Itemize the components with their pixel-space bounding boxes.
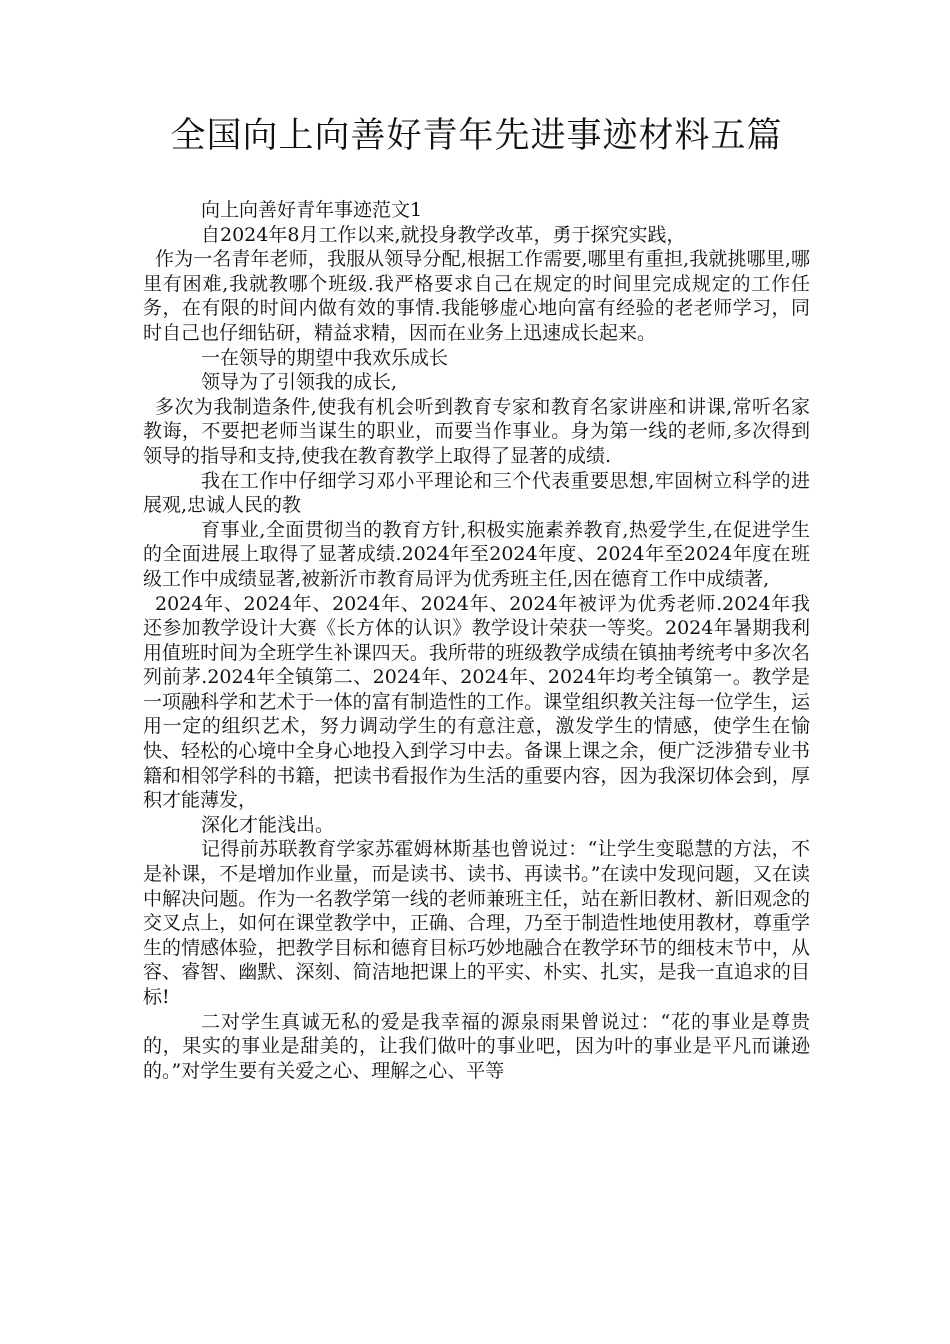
paragraph: 我在工作中仔细学习邓小平理论和三个代表重要思想,牢固树立科学的进展观,忠诚人民的教 <box>143 469 810 517</box>
section-heading: 向上向善好青年事迹范文1 <box>201 199 423 221</box>
paragraph: 深化才能浅出。 <box>201 813 335 836</box>
document-title: 全国向上向善好青年先进事迹材料五篇 <box>170 116 783 156</box>
paragraph: 多次为我制造条件,使我有机会听到教育专家和教育名家讲座和讲课,常听名家教诲，不要把老师当谋生的职业，而要当作事业。身为第一线的老师,多次得到领导的指导和支持,使我在教育教学上取得了显著的成绩. <box>143 395 810 467</box>
paragraph: 记得前苏联教育学家苏霍姆林斯基也曾说过：“让学生变聪慧的方法，不是补课，不是增加作业量，而是读书、读书、再读书。”在读中发现问题，又在读中解决问题。作为一名教学第一线的老师兼班主任，站在新旧教材、新旧观念的交叉点上，如何在课堂教学中，正确、合理，乃至于制造性地使用教材，尊重学生的情感体验，把教学目标和德育目标巧妙地融合在教学环节的细枝末节中，从容、睿智、幽默、深刻、简洁地把课上的平实、朴实、扎实，是我一直追求的目标! <box>143 838 810 1008</box>
subheading: 一在领导的期望中我欢乐成长 <box>201 346 449 369</box>
paragraph: 自2024年8月工作以来,就投身教学改革，勇于探究实践， <box>201 223 686 246</box>
paragraph: 作为一名青年老师，我服从领导分配,根据工作需要,哪里有重担,我就挑哪里,哪里有困难,我就教哪个班级.我严格要求自己在规定的时间里完成规定的工作任务，在有限的时间内做有效的事情.我能够虚心地向富有经验的老老师学习，同时自己也仔细钻研，精益求精，因而在业务上迅速成长起来。 <box>143 248 810 344</box>
paragraph: 二对学生真诚无私的爱是我幸福的源泉雨果曾说过：“花的事业是尊贵的，果实的事业是甜美的，让我们做叶的事业吧，因为叶的事业是平凡而谦逊的。”对学生要有关爱之心、理解之心、平等 <box>143 1010 810 1082</box>
paragraph: 领导为了引领我的成长, <box>201 371 398 394</box>
document-page <box>143 112 810 1083</box>
paragraph: 2024年、2024年、2024年、2024年、2024年被评为优秀老师.2024年我还参加教学设计大赛《长方体的认识》教学设计荣获一等奖。2024年暑期我利用值班时间为全班学生补课四天。我所带的班级教学成绩在镇抽考统考中多次名列前茅.2024年全镇第二、2024年、2024年、2024年均考全镇第一。教学是一项融科学和艺术于一体的富有制造性的工作。课堂组织教关注每一位学生，运用一定的组织艺术，努力调动学生的有意注意，激发学生的情感，使学生在愉快、轻松的心境中全身心地投入到学习中去。备课上课之余，便广泛涉猎专业书籍和相邻学科的书籍，把读书看报作为生活的重要内容，因为我深切体会到，厚积才能薄发， <box>143 592 810 812</box>
paragraph: 育事业,全面贯彻当的教育方针,积极实施素养教育,热爱学生,在促进学生的全面进展上取得了显著成绩.2024年至2024年度、2024年至2024年度在班级工作中成绩显著,被新沂市教育局评为优秀班主任,因在德育工作中成绩著, <box>143 518 810 590</box>
